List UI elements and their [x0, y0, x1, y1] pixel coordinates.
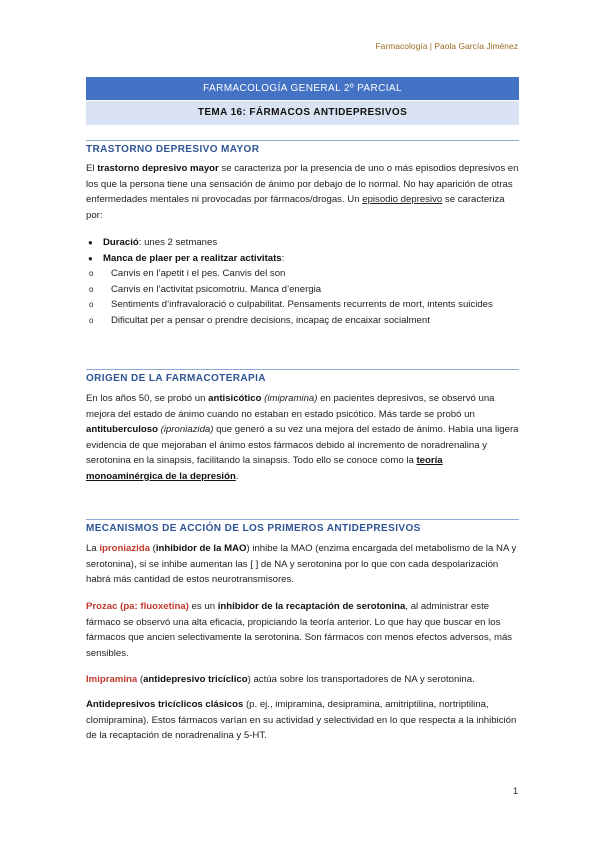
text-run: ) actúa sobre los transportadores de NA y serotonina.: [247, 674, 475, 685]
sub-list-item: [86, 313, 519, 329]
sub-list-item: [86, 297, 519, 313]
paragraph-iproniazida: [86, 541, 519, 588]
circle-bullet-icon: o: [89, 300, 94, 310]
list-item-term: Duració: [103, 237, 139, 248]
list-item-text: [103, 251, 284, 267]
course-title-banner: FARMACOLOGÍA GENERAL 2º PARCIAL: [86, 77, 519, 100]
circle-bullet-icon: o: [89, 315, 94, 325]
text-run: en pacientes depresivos, se observó una mejora del estado de ánimo cuando no estaban en estado psicótico. Más tarde se probó un: [86, 393, 495, 420]
text-run: , al administrar este fármaco se observó una alta eficacia, propiciando la teoría anterior. Lo que hay que buscar en los fármacos que ancien selectivamente la serotonina. Son fármacos con menos efectos adversos, más sensibles.: [86, 601, 513, 659]
list-item-detail: :: [281, 252, 285, 264]
list-item: [86, 235, 519, 251]
term-trastorno: trastorno depresivo mayor: [97, 163, 219, 174]
term-iproniazida: iproniazida: [99, 543, 150, 554]
text-run: se caracteriza por la presencia de uno o más episodios depresivos en los que la persona tiene una sensación de ánimo por debajo de lo normal. No hay aparición de otras enfermedades mentales ni provocadas por fármacos/drogas. Un: [86, 163, 519, 205]
text-run: En los años 50, se probó un: [86, 393, 209, 404]
symptom-list: [86, 235, 519, 329]
term-imipramina: (imipramina): [264, 393, 318, 404]
term-iproniazida: (iproniazida): [160, 424, 214, 435]
term-teoria-monoaminergica: teoría monoaminérgica de la depresión: [86, 455, 443, 482]
page-number: 1: [512, 786, 518, 796]
text-run: ) inhibe la MAO (enzima encargada del metabolismo de la NA y serotonina), si se inhibe aumentan las [ ] de NA y serotonina por lo que con cada despolarización habrá más cantidad de estos neurotransmisores.: [86, 543, 517, 585]
sub-list-item-text: Dificultat per a pensar o prendre decisions, incapaç de encaixar socialment: [111, 314, 430, 326]
term-prozac: Prozac (pa: fluoxetina): [86, 601, 189, 612]
bullet-icon: ●: [88, 238, 93, 247]
paragraph-imipramina: [86, 672, 519, 688]
topic-title-banner: TEMA 16: FÁRMACOS ANTIDEPRESIVOS: [86, 101, 519, 125]
circle-bullet-icon: o: [89, 284, 94, 294]
sub-list-item-text: Canvis en l’activitat psicomotriu. Manca d’energia: [111, 283, 322, 295]
term-inhibidor-recaptacion: inhibidor de la recaptación de serotonina: [217, 601, 406, 612]
text-run: es un: [188, 601, 218, 612]
sub-list-item: [86, 266, 519, 282]
text-run: que generó a su vez una mejora del estado de ánimo. Había una ligera evidencia de que mejoraban el ánimo estos fármacos debido al incremento de noradrenalina y serotonina en la sinapsis, facilitando la sinapsis. Todo ello se conoce como la: [86, 424, 519, 466]
term-antidepresivo-triciclico: antidepresivo tricíclico: [143, 674, 248, 685]
text-run: .: [235, 470, 239, 482]
list-item-detail: : unes 2 setmanes: [138, 237, 218, 248]
term-inhibidor-mao: inhibidor de la MAO: [155, 543, 247, 554]
paragraph-triciclicos: [86, 697, 519, 744]
text-run: El: [86, 163, 98, 174]
section-title-origen: ORIGEN DE LA FARMACOTERAPIA: [86, 369, 519, 386]
text-run: se caracteriza por:: [86, 194, 505, 221]
term-imipramina: Imipramina: [86, 674, 138, 685]
circle-bullet-icon: o: [89, 269, 94, 279]
running-header: Farmacología | Paola García Jiménez: [375, 41, 518, 51]
sub-list-item-text: Sentiments d’infravaloració o culpabilitat. Pensaments recurrents de mort, intents suicides: [111, 299, 493, 311]
section-title-trastorno: TRASTORNO DEPRESIVO MAYOR: [86, 140, 519, 157]
term-antituberculoso: antituberculoso: [86, 424, 158, 435]
sub-list-item-text: Canvis en l’apetit i el pes. Canvis del son: [111, 268, 286, 280]
text-run: (p. ej., imipramina, desipramina, amitriptilina, nortriptilina, clomipramina). Estos fármacos varían en su actividad y selectividad en lo que respecta a la inhibición de la recaptación de noradrenalina y 5-HT.: [86, 699, 517, 741]
section-title-mecanismos: MECANISMOS DE ACCIÓN DE LOS PRIMEROS ANTIDEPRESIVOS: [86, 519, 519, 536]
list-item: [86, 251, 519, 267]
list-item-text: [103, 235, 217, 251]
list-item-term: Manca de plaer per a realitzar activitats: [103, 252, 282, 264]
term-triciclicos-clasicos: Antidepresivos tricíclicos clásicos: [86, 699, 244, 710]
paragraph-trastorno: [86, 161, 519, 223]
bullet-icon: ●: [88, 253, 93, 263]
paragraph-origen: [86, 391, 519, 484]
text-run: La: [86, 543, 100, 554]
paragraph-prozac: [86, 599, 519, 661]
term-episodio: episodio depresivo: [362, 194, 443, 205]
sub-list-item: [86, 282, 519, 298]
term-antisicotico: antisicótico: [208, 393, 262, 404]
text-run: (: [137, 674, 144, 685]
text-run: (: [149, 543, 156, 554]
